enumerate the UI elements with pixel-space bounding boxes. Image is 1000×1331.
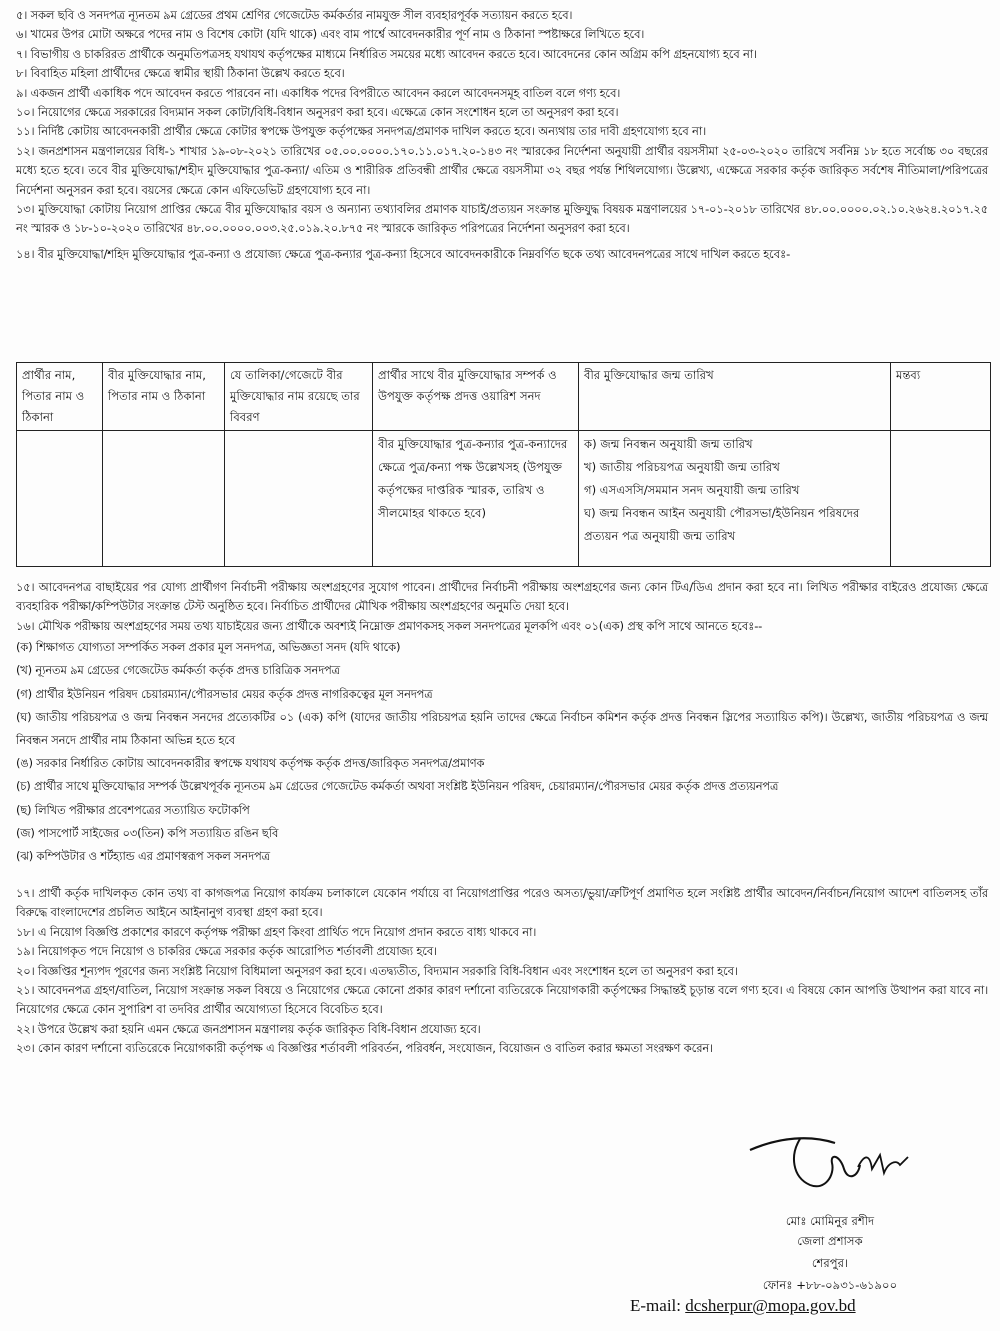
document-item: (ঝ) কম্পিউটার ও শর্টহ্যান্ড এর প্রমাণস্বরূপ সকল সনদপত্র — [16, 849, 270, 864]
condition-item: ২৩। কোন কারণ দর্শানো ব্যতিরেকে নিয়োগকারী কর্তৃপক্ষ এ বিজ্ঞপ্তির শর্তাবলী পরিবর্তন, পরিবর্ধন, সংযোজন, বিয়োজন ও বাতিল করার ক্ষমতা সংরক্ষণ করেন। — [16, 1041, 713, 1056]
document-item: (খ) ন্যূনতম ৯ম গ্রেডের গেজেটেড কর্মকর্তা কর্তৃক প্রদত্ত চারিত্রিক সনদপত্র — [16, 663, 340, 678]
condition-item: ৮। বিবাহিত মহিলা প্রার্থীদের ক্ষেত্রে স্বামীর স্থায়ী ঠিকানা উল্লেখ করতে হবে। — [16, 66, 345, 81]
condition-item: ৭। বিভাগীয় ও চাকরিরত প্রার্থীকে অনুমতিপত্রসহ যথাযথ কর্তৃপক্ষের মাধ্যমে নির্ধারিত সময়ের মধ্যে আবেদন করতে হবে। আবেদনের কোন অগ্রিম কপি গ্রহনযোগ্য হবে না। — [16, 46, 757, 61]
table-header-row — [17, 363, 991, 431]
conditions-bottom — [16, 884, 988, 1059]
column-header: বীর মুক্তিযোদ্ধার জন্ম তারিখ — [579, 363, 891, 431]
signatory-district: শেরপুর। — [811, 1256, 849, 1270]
handwritten-signature — [740, 1125, 920, 1195]
signatory-name: মোঃ মোমিনুর রশীদ — [785, 1214, 875, 1228]
document-item: (জ) পাসপোর্ট সাইজের ০৩(তিন) কপি সত্যায়িত রঙিন ছবি — [16, 825, 279, 840]
condition-item: ৯। একজন প্রার্থী একাধিক পদে আবেদন করতে পারবেন না। একাধিক পদের বিপরীতে আবেদন করলে আবেদনসমূহ বাতিল বলে গণ্য হবে। — [16, 85, 621, 100]
document-item: (ঘ) জাতীয় পরিচয়পত্র ও জন্ম নিবন্ধন সনদের প্রত্যেকটির ০১ (এক) কপি (যাদের জাতীয় পরিচয়পত্র হয়নি তাদের ক্ষেত্রে নির্বাচন কমিশন কর্তৃক প্রদত্ত নিবন্ধন স্লিপের সত্যায়িত কপি)। উল্লেখ্য, জাতীয় পরিচয়পত্র ও জন্ম নিবন্ধন সনদে প্রার্থীর নাম ঠিকানা অভিন্ন হতে হবে — [16, 709, 988, 748]
dob-item: ক) জন্ম নিবন্ধন অনুযায়ী জন্ম তারিখ — [584, 437, 753, 451]
conditions-middle — [16, 578, 988, 868]
document-item: (ক) শিক্ষাগত যোগ্যতা সম্পর্কিত সকল প্রকার মূল সনদপত্র, অভিজ্ঞতা সনদ (যদি থাকে) — [16, 640, 401, 655]
email-line — [630, 1296, 856, 1315]
document-item: (গ) প্রার্থীর ইউনিয়ন পরিষদ চেয়ারম্যান/পৌরসভার মেয়র কর্তৃক প্রদত্ত নাগরিকত্বের মূল সনদপত্র — [16, 686, 433, 701]
condition-item: ১৩। মুক্তিযোদ্ধা কোটায় নিয়োগ প্রাপ্তির ক্ষেত্রে বীর মুক্তিযোদ্ধার বয়স ও অন্যান্য তথ্যাবলির প্রমাণক যাচাই/প্রত্যয়ন সংক্রান্ত মুক্তিযুদ্ধ বিষয়ক মন্ত্রণালয়ের ১৭-০১-২০১৮ তারিখের ৪৮.০০.০০০০.০২.১০.২৬২৪.২০১৭.২৫ নং স্মারক ও ১৮-১০-২০২০ তারিখের ৪৮.০০.০০০০.০০৩.২৫.০১৯.২০.৮৭৫ নং স্মারকে জারিকৃত পরিপত্রের নির্দেশনা অনুসরণ করা হবে। — [16, 202, 988, 236]
column-header: প্রার্থীর নাম, পিতার নাম ও ঠিকানা — [17, 363, 103, 431]
condition-item: ১১। নির্দিষ্ট কোটায় আবেদনকারী প্রার্থীর ক্ষেত্রে কোটার স্বপক্ষে উপযুক্ত কর্তৃপক্ষের সনদপত্র/প্রমাণক দাখিল করতে হবে। অন্যথায় তার দাবী গ্রহণযোগ্য হবে না। — [16, 124, 706, 139]
column-header: মন্তব্য — [891, 363, 991, 431]
dob-item: ঘ) জন্ম নিবন্ধন আইন অনুযায়ী পৌরসভা/ইউনিয়ন পরিষদের প্রত্যয়ন পত্র অনুযায়ী জন্ম তারিখ — [584, 506, 860, 543]
document-item: (ঙ) সরকার নির্ধারিত কোটায় আবেদনকারীর স্বপক্ষে যথাযথ কর্তৃপক্ষ কর্তৃক প্রদত্ত/জারিকৃত সনদপত্র/প্রমাণক — [16, 756, 485, 771]
condition-item: ১৪। বীর মুক্তিযোদ্ধা/শহিদ মুক্তিযোদ্ধার পুত্র-কন্যা ও প্রযোজ্য ক্ষেত্রে পুত্র-কন্যার পুত্র-কন্যা হিসেবে আবেদনকারীকে নিম্নবর্ণিত ছকে তথ্য আবেদনপত্রের সাথে দাখিল করতে হবেঃ- — [16, 246, 791, 261]
table-cell-empty — [891, 431, 991, 567]
condition-item: ২০। বিজ্ঞপ্তির শূন্যপদ পূরণের জন্য সংশ্লিষ্ট নিয়োগ বিধিমালা অনুসরণ করা হবে। এতদ্ব্যতীত, বিদ্যমান সরকারি বিধি-বিধান এবং সংশোধন হলে তা অনুসরণ করা হবে। — [16, 963, 738, 978]
signatory-designation: জেলা প্রশাসক — [797, 1234, 863, 1248]
condition-item: ৫। সকল ছবি ও সনদপত্র ন্যূনতম ৯ম গ্রেডের প্রথম শ্রেণির গেজেটেড কর্মকর্তার নামযুক্ত সীল ব্যবহারপূর্বক সত্যায়ন করতে হবে। — [16, 8, 573, 22]
condition-item: ১২। জনপ্রশাসন মন্ত্রণালয়ের বিধি-১ শাখার ১৯-০৮-২০২১ তারিখের ০৫.০০.০০০০.১৭০.১১.০১৭.২০-১৪৩ নং স্মারকের নির্দেশনা অনুযায়ী প্রার্থীর বয়সসীমা ২৫-০৩-২০২০ তারিখে সর্বনিম্ন ১৮ হতে সর্বোচ্চ ৩০ বছরের মধ্যে হতে হবে। তবে বীর মুক্তিযোদ্ধা/শহীদ মুক্তিযোদ্ধার পুত্র-কন্যা/ এতিম ও শারীরিক প্রতিবন্ধী প্রার্থীর ক্ষেত্রে বয়সসীমা ৩২ বছর পর্যন্ত শিথিলযোগ্য। উল্লেখ্য, এক্ষেত্রে সরকার কর্তৃক জারিকৃত সর্বশেষ নীতিমালা/পরিপত্রের নির্দেশনা অনুসরন করা হবে। বয়সের ক্ষেত্রে কোন এফিডেভিট গ্রহণযোগ্য হবে না। — [16, 143, 988, 197]
required-documents-list — [16, 636, 988, 868]
condition-item: ২১। আবেদনপত্র গ্রহণ/বাতিল, নিয়োগ সংক্রান্ত সকল বিষয়ে ও নিয়োগের ক্ষেত্রে কোনো প্রকার কারণ দর্শানো ব্যতিরেকে নিয়োগকারী কর্তৃপক্ষের সিদ্ধান্তই চূড়ান্ত বলে গণ্য হবে। এ বিষয়ে কোন আপত্তি উত্থাপন করা যাবে না। নিয়োগের ক্ষেত্রে কোন সুপারিশ বা তদবির প্রার্থীর অযোগ্যতা হিসেবে বিবেচিত হবে। — [16, 983, 988, 1017]
condition-item: ১৬। মৌখিক পরীক্ষায় অংশগ্রহণের সময় তথ্য যাচাইয়ের জন্য প্রার্থীকে অবশ্যই নিম্নোক্ত প্রমাণকসহ সকল সনদপত্রের মূলকপি এবং ০১(এক) প্রস্থ কপি সাথে আনতে হবেঃ-- — [16, 618, 763, 633]
freedom-fighter-table — [16, 362, 991, 567]
dob-list-cell — [579, 431, 891, 567]
condition-item: ১৮। এ নিয়োগ বিজ্ঞপ্তি প্রকাশের কারণে কর্তৃপক্ষ পরীক্ষা গ্রহণ কিংবা প্রার্থিত পদে নিয়োগ প্রদান করতে বাধ্য থাকবে না। — [16, 924, 537, 939]
column-header: বীর মুক্তিযোদ্ধার নাম, পিতার নাম ও ঠিকানা — [103, 363, 225, 431]
table-row — [17, 431, 991, 567]
conditions-top — [16, 6, 988, 264]
phone-number: ফোনঃ +৮৮-০৯৩১-৬১৯০০ — [762, 1278, 898, 1292]
condition-item: ১৯। নিয়োগকৃত পদে নিয়োগ ও চাকরির ক্ষেত্রে সরকার কর্তৃক আরোপিত শর্তাবলী প্রযোজ্য হবে। — [16, 944, 437, 959]
relation-note-cell: বীর মুক্তিযোদ্ধার পুত্র-কন্যার পুত্র-কন্যাদের ক্ষেত্রে পুত্র/কন্যা পক্ষ উল্লেখসহ (উপযুক্ত কর্তৃপক্ষের দাপ্তরিক স্মারক, তারিখ ও সীলমোহর থাকতে হবে) — [373, 431, 579, 567]
document-item: (চ) প্রার্থীর সাথে মুক্তিযোদ্ধার সম্পর্ক উল্লেখপূর্বক ন্যূনতম ৯ম গ্রেডের গেজেটেড কর্মকর্তা অথবা সংশ্লিষ্ট ইউনিয়ন পরিষদ, চেয়ারম্যান/পৌরসভার মেয়র কর্তৃক প্রদত্ত প্রত্যয়নপত্র — [16, 779, 779, 794]
table-cell-empty — [225, 431, 373, 567]
email-address: dcsherpur@mopa.gov.bd — [685, 1296, 856, 1315]
email-label: E-mail: — [630, 1296, 681, 1315]
condition-item: ১৫। আবেদনপত্র বাছাইয়ের পর যোগ্য প্রার্থীগণ নির্বাচনী পরীক্ষায় অংশগ্রহণের সুযোগ পাবেন। প্রার্থীদের নির্বাচনী পরীক্ষায় অংশগ্রহণের জন্য কোন টিএ/ডিএ প্রদান করা হবে না। লিখিত পরীক্ষার বাইরেও প্রযোজ্য ক্ষেত্রে ব্যবহারিক পরীক্ষা/কম্পিউটার সংক্রান্ত টেস্ট অনুষ্ঠিত হবে। নির্বাচিত প্রার্থীদের মৌখিক পরীক্ষায় অংশগ্রহণের অনুমতি দেয়া হবে। — [16, 580, 988, 614]
column-header: প্রার্থীর সাথে বীর মুক্তিযোদ্ধার সম্পর্ক ও উপযুক্ত কর্তৃপক্ষ প্রদত্ত ওয়ারিশ সনদ — [373, 363, 579, 431]
dob-item: খ) জাতীয় পরিচয়পত্র অনুযায়ী জন্ম তারিখ — [584, 460, 780, 474]
condition-item: ৬। খামের উপর মোটা অক্ষরে পদের নাম ও বিশেষ কোটা (যদি থাকে) এবং বাম পার্শ্বে আবেদনকারীর পূর্ণ নাম ও ঠিকানা স্পষ্টাক্ষরে লিখিতে হবে। — [16, 27, 645, 42]
column-header: যে তালিকা/গেজেটে বীর মুক্তিযোদ্ধার নাম রয়েছে তার বিবরণ — [225, 363, 373, 431]
dob-item: গ) এসএসসি/সমমান সনদ অনুযায়ী জন্ম তারিখ — [584, 483, 800, 497]
table-cell-empty — [103, 431, 225, 567]
condition-item: ১০। নিয়োগের ক্ষেত্রে সরকারের বিদ্যমান সকল কোটা/বিধি-বিধান অনুসরণ করা হবে। এক্ষেত্রে কোন সংশোধন হলে তা অনুসরণ করা হবে। — [16, 105, 619, 120]
document-item: (ছ) লিখিত পরীক্ষার প্রবেশপত্রের সত্যায়িত ফটোকপি — [16, 802, 250, 817]
condition-item: ১৭। প্রার্থী কর্তৃক দাখিলকৃত কোন তথ্য বা কাগজপত্র নিয়োগ কার্যক্রম চলাকালে যেকোন পর্যায়ে বা নিয়োগপ্রাপ্তির পরেও অসত্য/ভুয়া/ত্রুটিপূর্ণ প্রমাণিত হলে সংশ্লিষ্ট প্রার্থীর আবেদন/নির্বাচন/নিয়োগ আদেশ বাতিলসহ তাঁর বিরুদ্ধে বাংলাদেশের প্রচলিত আইনে আইনানুগ ব্যবস্থা গ্রহণ করা হবে। — [16, 886, 988, 920]
table-cell-empty — [17, 431, 103, 567]
condition-item: ২২। উপরে উল্লেখ করা হয়নি এমন ক্ষেত্রে জনপ্রশাসন মন্ত্রণালয় কর্তৃক জারিকৃত বিধি-বিধান প্রযোজ্য হবে। — [16, 1021, 481, 1036]
